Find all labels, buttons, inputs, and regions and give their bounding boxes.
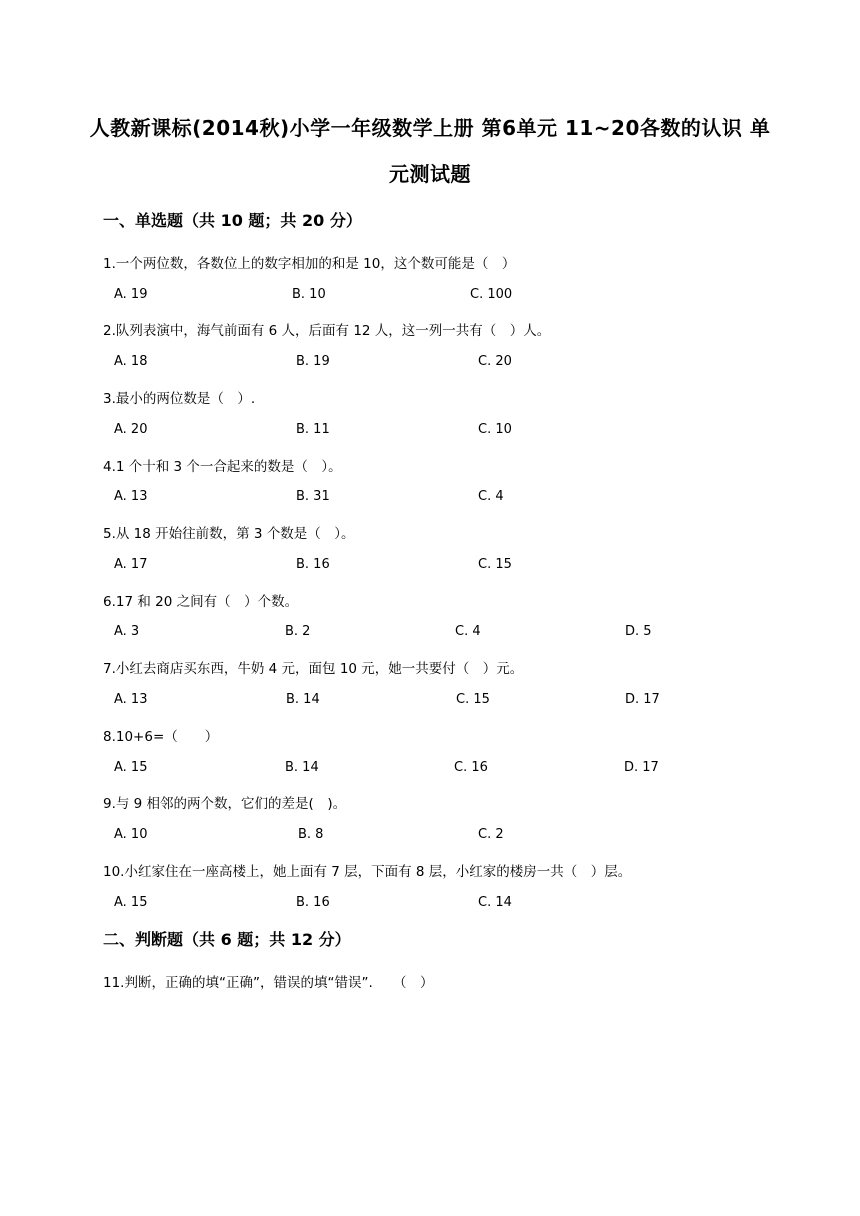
q2-option-a: A. 18 (114, 354, 148, 369)
q6-option-d: D. 5 (625, 624, 652, 639)
q1-option-a: A. 19 (114, 287, 148, 302)
q10-option-a: A. 15 (114, 895, 148, 910)
q6-option-b: B. 2 (285, 624, 311, 639)
question-3: 3.最小的两位数是（ ）. (103, 391, 256, 407)
question-9: 9.与 9 相邻的两个数，它们的差是( )。 (103, 796, 347, 812)
question-2: 2.队列表演中，海气前面有 6 人，后面有 12 人，这一列一共有（ ）人。 (103, 323, 551, 339)
q7-option-c: C. 15 (456, 692, 490, 707)
question-4: 4.1 个十和 3 个一合起来的数是（ ）。 (103, 459, 342, 475)
section-heading-single-choice: 一、单选题（共 10 题；共 20 分） (103, 211, 362, 230)
q5-option-c: C. 15 (478, 557, 512, 572)
q8-option-b: B. 14 (285, 760, 319, 775)
q6-option-c: C. 4 (455, 624, 481, 639)
q3-option-b: B. 11 (296, 422, 330, 437)
q6-option-a: A. 3 (114, 624, 140, 639)
q7-option-a: A. 13 (114, 692, 148, 707)
q5-option-a: A. 17 (114, 557, 148, 572)
q3-option-a: A. 20 (114, 422, 148, 437)
q1-option-c: C. 100 (470, 287, 513, 302)
question-11: 11.判断，正确的填“正确”，错误的填“错误”. （ ） (103, 975, 434, 991)
q10-option-b: B. 16 (296, 895, 330, 910)
q2-option-c: C. 20 (478, 354, 512, 369)
section-heading-true-false: 二、判断题（共 6 题；共 12 分） (103, 930, 351, 949)
q10-option-c: C. 14 (478, 895, 512, 910)
question-6: 6.17 和 20 之间有（ ）个数。 (103, 594, 299, 610)
q1-option-b: B. 10 (292, 287, 326, 302)
question-7: 7.小红去商店买东西，牛奶 4 元，面包 10 元，她一共要付（ ）元。 (103, 661, 524, 677)
q9-option-b: B. 8 (298, 827, 324, 842)
question-5: 5.从 18 开始往前数，第 3 个数是（ ）。 (103, 526, 355, 542)
q5-option-b: B. 16 (296, 557, 330, 572)
q8-option-a: A. 15 (114, 760, 148, 775)
document-title-line-1: 人教新课标(2014秋)小学一年级数学上册 第6单元 11~20各数的认识 单 (89, 116, 771, 140)
q9-option-c: C. 2 (478, 827, 504, 842)
q2-option-b: B. 19 (296, 354, 330, 369)
q4-option-a: A. 13 (114, 489, 148, 504)
q4-option-b: B. 31 (296, 489, 330, 504)
question-8: 8.10+6=（ ） (103, 729, 219, 745)
document-title-line-2: 元测试题 (389, 162, 471, 186)
question-10: 10.小红家住在一座高楼上，她上面有 7 层，下面有 8 层，小红家的楼房一共（ ）层。 (103, 864, 632, 880)
q9-option-a: A. 10 (114, 827, 148, 842)
q4-option-c: C. 4 (478, 489, 504, 504)
q8-option-d: D. 17 (624, 760, 659, 775)
q7-option-d: D. 17 (625, 692, 660, 707)
question-1: 1.一个两位数，各数位上的数字相加的和是 10，这个数可能是（ ） (103, 256, 516, 272)
q3-option-c: C. 10 (478, 422, 512, 437)
q7-option-b: B. 14 (286, 692, 320, 707)
q8-option-c: C. 16 (454, 760, 488, 775)
